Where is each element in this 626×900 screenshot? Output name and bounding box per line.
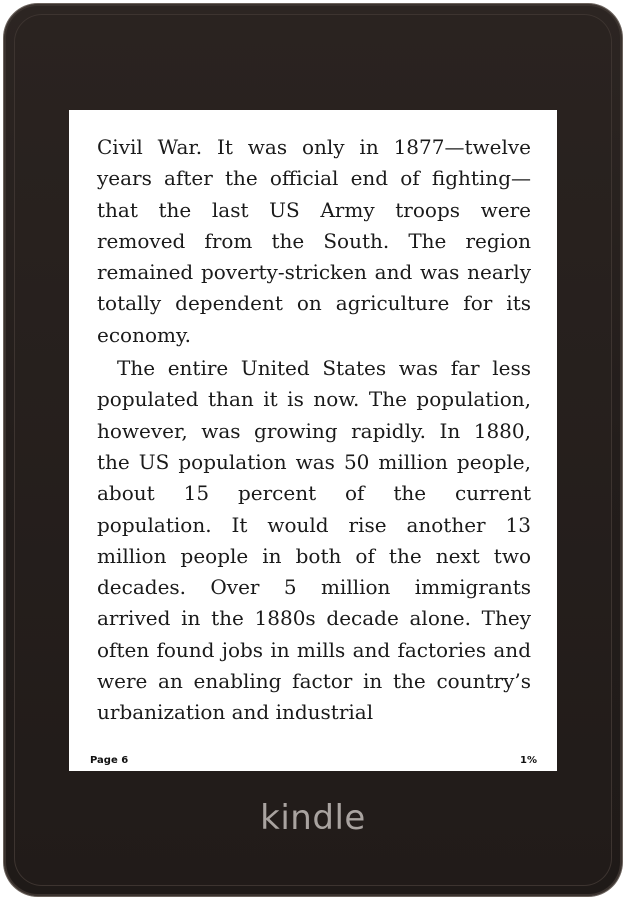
reader-screen[interactable] (69, 110, 557, 771)
brand-logo: kindle (260, 798, 366, 838)
paragraph-2: The entire United States was far less populated than it is now. The population, however, was growing rapidly. In 1880, the US population was 50 million people, about 15 percent of the current population. It would rise another 13 million people in both of the next two decades. Over 5 million immigrants arrived in the 1880s decade alone. They often found jobs in mills and factories and were an enabling factor in the country’s urbanization and industrial (97, 356, 531, 725)
paragraph-1: Civil War. It was only in 1877—twelve years after the official end of fighting—that the last US Army troops were removed from the South. The region remained poverty-stricken and was nearly totally dependent on agriculture for its economy. (97, 135, 531, 347)
page-text[interactable] (97, 132, 531, 729)
page-number: Page 6 (90, 755, 129, 766)
reading-progress: 1% (520, 755, 537, 766)
